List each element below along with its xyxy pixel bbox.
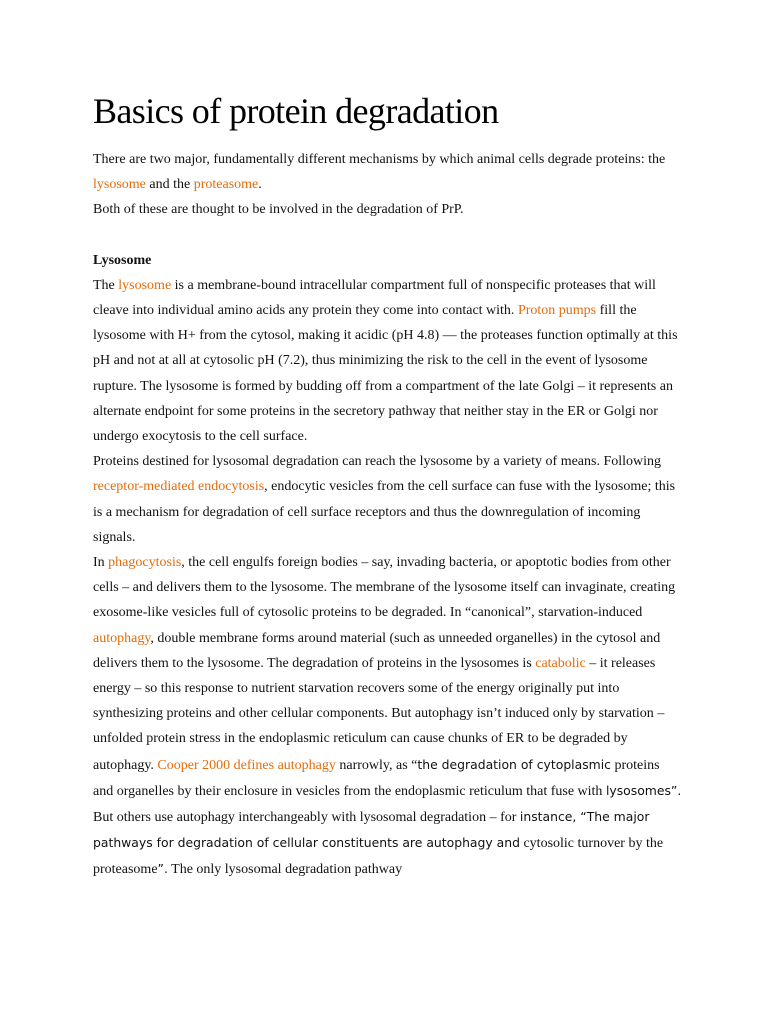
link-proteasome[interactable]: proteasome: [193, 177, 259, 193]
link-autophagy[interactable]: autophagy: [93, 630, 151, 646]
link-lysosome[interactable]: lysosome: [93, 177, 146, 193]
link-lysosome-2[interactable]: lysosome: [118, 277, 172, 293]
page-title: Basics of protein degradation: [93, 91, 499, 131]
link-catabolic[interactable]: catabolic: [535, 655, 586, 671]
link-cooper-2000[interactable]: Cooper 2000 defines autophagy: [157, 757, 336, 773]
link-phagocytosis[interactable]: phagocytosis: [108, 555, 182, 571]
spacer: [93, 223, 683, 248]
intro-paragraph-1: There are two major, fundamentally different mechanisms by which animal cells degrade proteins: the lysosome and the proteasome.: [93, 152, 666, 193]
lysosome-paragraph-1: The lysosome is a membrane-bound intracellular compartment full of nonspecific proteases that will cleave into individual amino acids any protein they come into contact with. Proton pumps fill the lysosome with H+ from the cytosol, making it acidic (pH 4.8) — the proteases function optimally at this pH and not at all at cytosolic pH (7.2), thus minimizing the risk to the cell in the event of lysosome rupture. The lysosome is formed by budding off from a compartment of the late Golgi – it represents an alternate endpoint for some proteins in the secretory pathway that neither stay in the ER or Golgi nor undergo exocytosis to the cell surface.: [93, 277, 678, 445]
section-heading-lysosome: Lysosome: [93, 252, 152, 268]
link-proton-pumps[interactable]: Proton pumps: [517, 303, 597, 319]
document-body: [93, 147, 683, 883]
lysosome-paragraph-3: In phagocytosis, the cell engulfs foreign bodies – say, invading bacteria, or apoptotic bodies from other cells – and delivers them to the lysosome. The membrane of the lysosome itself can invaginate, creating exosome-like vesicles full of cytosolic proteins to be degraded. In “canonical”, starvation-induced autophagy, double membrane forms around material (such as unneeded organelles) in the cytosol and delivers them to the lysosome. The degradation of proteins in the lysosomes is catabolic – it releases energy – so this response to nutrient starvation recovers some of the energy originally put into synthesizing proteins and other cellular components. But autophagy isn’t induced only by starvation – unfolded protein stress in the endoplasmic reticulum can cause chunks of ER to be degraded by autophagy. Cooper 2000 defines autophagy narrowly, as “the degradation of cytoplasmic proteins and organelles by their enclosure in vesicles from the endoplasmic reticulum that fuse with lysosomes”. But others use autophagy interchangeably with lysosomal degradation – for instance, “The major pathways for degradation of cellular constituents are autophagy and cytosolic turnover by the proteasome”. The only lysosomal degradation pathway: [93, 555, 682, 878]
intro-paragraph-2: Both of these are thought to be involved in the degradation of PrP.: [93, 202, 464, 218]
link-receptor-mediated-endocytosis[interactable]: receptor-mediated endocytosis: [93, 479, 265, 495]
document-page: [93, 85, 683, 883]
lysosome-paragraph-2: Proteins destined for lysosomal degradation can reach the lysosome by a variety of means. Following receptor-mediated endocytosis, endocytic vesicles from the cell surface can fuse with the lysosome; this is a mechanism for degradation of cell surface receptors and thus the downregulation of incoming signals.: [93, 454, 676, 545]
